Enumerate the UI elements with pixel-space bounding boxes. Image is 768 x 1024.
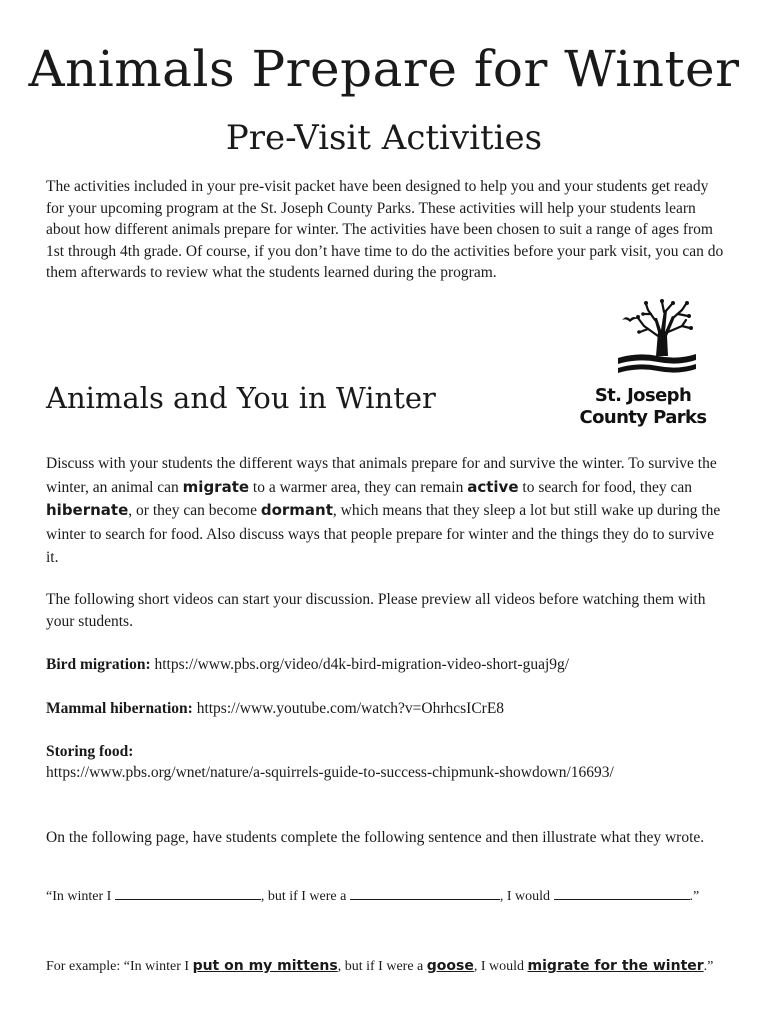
video-link-mammal[interactable]: https://www.youtube.com/watch?v=OhrhcsICrE8 <box>196 700 505 717</box>
video-mammal-hibernation <box>46 698 736 719</box>
video-label-bird: Bird migration: <box>46 656 151 673</box>
following-page-paragraph: On the following page, have students complete the following sentence and then illustrate what they wrote. <box>46 829 705 846</box>
intro-paragraph: The activities included in your pre-visit packet have been designed to help you and your students get ready for your upcoming program at the St. Joseph County Parks. These activities will help your students learn about how different animals prepare for winter. The activities have been chosen to suit a range of ages from 1st through 4th grade. Of course, if you don’t have time to do the activities before your park visit, you can do them afterwards to review what the students learned during the program. <box>46 178 724 281</box>
video-label-storing: Storing food: <box>46 743 134 760</box>
section-heading: Animals and You in Winter <box>46 381 436 415</box>
videos-intro-paragraph: The following short videos can start your discussion. Please preview all videos before watching them with your students. <box>46 591 706 630</box>
tree-logo-icon <box>578 296 708 386</box>
blank-line-3 <box>554 886 690 900</box>
example-sentence <box>46 955 746 978</box>
discuss-text-1: Discuss with your students the different ways that animals prepare for and survive the winter. To survive the winter, an animal can <box>46 455 717 496</box>
example-fill-2: goose <box>426 958 474 974</box>
example-text-3: , I would <box>473 959 528 974</box>
sentence-text-4: .” <box>689 889 700 904</box>
discuss-text-5: , which means that they sleep a lot but still wake up during the winter to search for food. Also discuss ways that people prepare for winter and the things they do to survive it. <box>46 502 721 566</box>
example-fill-1: put on my mittens <box>192 958 338 974</box>
fill-in-sentence <box>46 886 736 907</box>
discuss-text-4: , or they can become <box>128 502 261 519</box>
blank-line-2 <box>350 886 500 900</box>
page-title: Animals Prepare for Winter <box>28 40 740 98</box>
example-text-2: , but if I were a <box>337 959 427 974</box>
st-joseph-county-parks-logo <box>578 296 708 434</box>
discuss-text-2: to a warmer area, they can remain <box>249 478 468 496</box>
keyword-active: active <box>467 477 519 496</box>
blank-line-1 <box>115 886 261 900</box>
video-link-bird[interactable]: https://www.pbs.org/video/d4k-bird-migration-video-short-guaj9g/ <box>154 656 570 673</box>
video-bird-migration <box>46 654 736 675</box>
keyword-dormant: dormant <box>260 501 333 519</box>
video-storing-food <box>46 741 736 783</box>
discussion-paragraph <box>46 452 726 570</box>
keyword-migrate: migrate <box>182 477 250 496</box>
example-text-1: For example: “In winter I <box>46 959 193 974</box>
sentence-text-3: , I would <box>499 889 554 904</box>
logo-text-line2: County Parks <box>579 407 707 428</box>
example-fill-3: migrate for the winter <box>527 958 704 974</box>
keyword-hibernate: hibernate <box>46 501 129 519</box>
video-label-mammal: Mammal hibernation: <box>46 700 193 717</box>
example-text-4: .” <box>703 959 714 974</box>
video-link-storing[interactable]: https://www.pbs.org/wnet/nature/a-squirrels-guide-to-success-chipmunk-showdown/16693/ <box>46 764 614 781</box>
page-subtitle: Pre-Visit Activities <box>225 118 543 158</box>
logo-text-line1: St. Joseph <box>594 385 692 406</box>
sentence-text-2: , but if I were a <box>260 889 350 904</box>
sentence-text-1: “In winter I <box>46 889 115 904</box>
discuss-text-3: to search for food, they can <box>518 478 692 496</box>
